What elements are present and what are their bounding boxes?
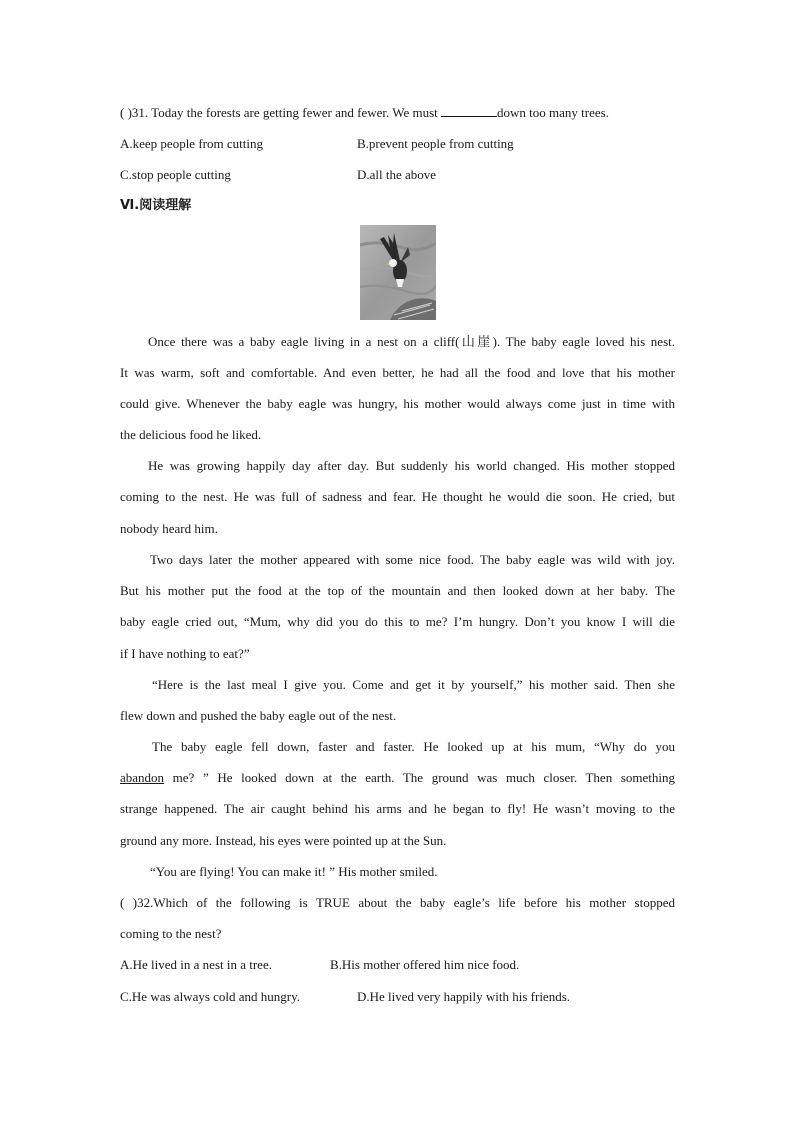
q31-option-d: D.all the above [357,167,437,182]
passage-line: “Here is the last meal I give you. Come and get it by yourself,” his mother said. Then she [152,677,675,692]
passage-line: if I have nothing to eat?” [120,646,250,661]
passage-line: could give. Whenever the baby eagle was hungry, his mother would always come just in time with [120,396,675,411]
underlined-word-abandon: abandon [120,770,165,785]
q32-option-a: A.He lived in a nest in a tree. [120,957,272,972]
passage-line: abandon me? ” He looked down at the earth. The ground was much closer. Then something [120,770,675,785]
eagle-photo [360,225,436,320]
q32-option-c: C.He was always cold and hungry. [120,989,301,1004]
question-32-stem: ( )32.Which of the following is TRUE about the baby eagle’s life before his mother stopped [120,895,675,910]
passage-line: Two days later the mother appeared with some nice food. The baby eagle was wild with joy. [150,552,675,567]
q32-option-b: B.His mother offered him nice food. [330,957,520,972]
passage-line: nobody heard him. [120,521,218,536]
passage-line: the delicious food he liked. [120,427,262,442]
question-31-stem [120,104,675,122]
eagle-icon [360,225,436,320]
q31-option-b: B.prevent people from cutting [357,136,514,151]
passage-line: coming to the nest. He was full of sadness and fear. He thought he would die soon. He cried, but [120,489,675,504]
passage-line: He was growing happily day after day. But suddenly his world changed. His mother stopped [148,458,675,473]
answer-paren: ( ) [120,105,132,120]
answer-paren: ( ) [120,895,138,910]
passage-line: It was warm, soft and comfortable. And even better, he had all the food and love that his mother [120,365,675,380]
passage-line: flew down and pushed the baby eagle out of the nest. [120,708,397,723]
passage-line: strange happened. The air caught behind his arms and he began to fly! He wasn’t moving to the [120,801,675,816]
section-title: Ⅵ.阅读理解 [120,198,192,213]
passage-line: The baby eagle fell down, faster and faster. He looked up at his mum, “Why do you [152,739,675,754]
q31-option-c: C.stop people cutting [120,167,231,182]
answer-blank[interactable] [441,104,497,117]
passage-line: ground any more. Instead, his eyes were pointed up at the Sun. [120,833,447,848]
passage-line: baby eagle cried out, “Mum, why did you do this to me? I’m hungry. Don’t you know I will die [120,614,675,629]
q32-option-d: D.He lived very happily with his friends. [357,989,571,1004]
passage-line: “You are flying! You can make it! ” His mother smiled. [150,864,438,879]
passage-line: Once there was a baby eagle living in a nest on a cliff(山崖). The baby eagle loved his nest. [148,334,675,349]
q31-stem-b: down too many trees. [497,105,609,120]
question-32-stem-cont: coming to the nest? [120,926,222,941]
q31-stem-a: 31. Today the forests are getting fewer and fewer. We must [131,105,442,120]
passage-line: But his mother put the food at the top of the mountain and then looked down at her baby. The [120,583,675,598]
q31-option-a: A.keep people from cutting [120,136,263,151]
